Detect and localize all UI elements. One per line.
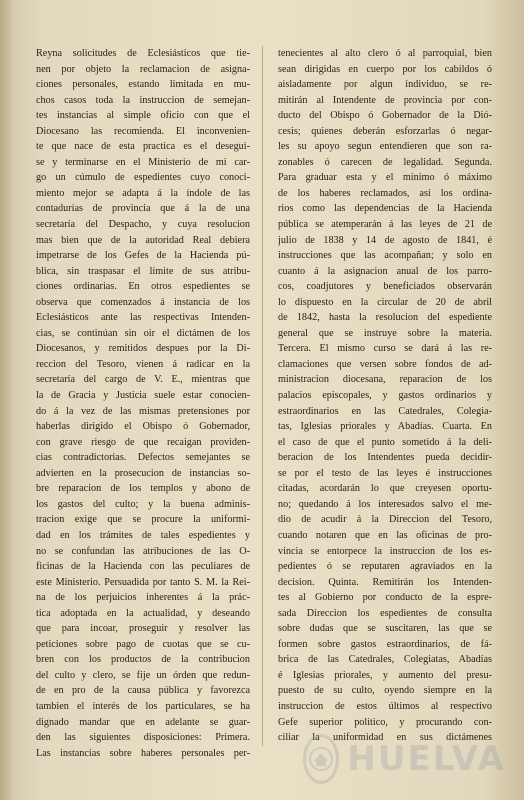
text-line: les su apoyo segun entendieren que son ra- [278,141,492,153]
text-line: beracion de los Intendentes pueda decidir- [278,452,492,464]
text-line: tas, Iglesias priorales y Abadías. Cuarta. En [278,421,492,433]
text-line: de en pro de la causa pública y favorezca [36,685,250,697]
text-line: ciones personales, estando limitada en mu- [36,79,250,91]
text-line: é Iglesias priorales, y aumento del presu- [278,669,492,681]
text-line: ministracion diocesana, reparacion de los [278,374,492,386]
text-line: del culto y clero, se fije un órden que redun- [36,669,250,681]
text-line: dignado mandar que en adelante se guar- [36,716,250,728]
text-line: cias, se continúan sin oir el dictámen de los [36,327,250,339]
text-line: tambien el interés de los particulares, se ha [36,700,250,712]
text-line: clamaciones que versen sobre fondos de ad- [278,358,492,370]
text-line: no se confundan las atribuciones de las O- [36,545,250,557]
text-line: reccion del Tesoro, vienen á radicar en la [36,358,250,370]
text-line: ciones ordinarias. En otros espedientes se [36,281,250,293]
page-edge-shadow [0,0,14,800]
text-line: te que nace de esta practica es el desegui- [36,141,250,153]
text-line: chos casos toda la instruccion de semejan- [36,94,250,106]
text-line: haberlas dirigido el Obispo ó Gobernador, [36,421,250,433]
text-line: este Ministerio. Persuadida por tanto S. M. la Rei- [36,576,250,588]
text-line: contadurías de provincia que á la de una [36,203,250,215]
text-line: cesis; quienes deberán esforzarlas ó negar- [278,125,492,137]
text-line: lo dispuesto en la circular de 20 de abril [278,296,492,308]
text-line: rios como las dependencias de la Hacienda [278,203,492,215]
text-line: Tercera. El mismo curso se dará á las re- [278,343,492,355]
text-line: aisladamente por algun individuo, se re- [278,79,492,91]
text-line: do á la vez de las mismas pretensiones por [36,405,250,417]
text-line: decision. Quinta. Remitirán los Intenden- [278,576,492,588]
text-line: Reyna solicitudes de Eclesiásticos que tie- [36,48,250,59]
text-line: la de Gracia y Justicia suele estar conocien- [36,390,250,402]
text-line: Diocesano las recomienda. El inconvenien- [36,125,250,137]
text-line: cos, coadjutores y beneficiados observarán [278,281,492,293]
text-line: tes instancias al simple oficio con que el [36,110,250,122]
left-text-column [36,46,250,761]
text-line: julio de 1838 y 14 de agosto de 1841, é [278,234,492,246]
text-line: formen sobre gastos estraordinarios, de fá- [278,638,492,650]
text-line: se y terminarse en el Ministerio de mi car- [36,156,250,168]
text-line: tes al Gobierno por conducto de la espre- [278,592,492,604]
text-line: los gastos del culto; y la buena adminis- [36,498,250,510]
text-line: brica de las Catedrales, Colegiatas, Abadías [278,654,492,666]
right-text-column [278,46,492,746]
text-line: se por el testo de las leyes é instrucciones [278,467,492,479]
text-line: dio de acudir á la Direccion del Tesoro, [278,514,492,526]
watermark-text: HUELVA [347,739,506,779]
text-line: ficinas de la Hacienda con las peculiares de [36,561,250,573]
text-line: general que se instruye sobre la materia. [278,327,492,339]
text-line: peticiones sobre pago de cuotas que se cu- [36,638,250,650]
text-line: sada Direccion los espedientes de consulta [278,607,492,619]
text-line: estraordinarios en las Catedrales, Colegia- [278,405,492,417]
text-line: miento mejor se adapta á la índole de las [36,187,250,199]
text-line: secretaría del Despacho, y cuya resolucion [36,219,250,231]
text-line: con grave riesgo de que recaigan providen- [36,436,250,448]
text-line: Las instancias sobre haberes personales per- [36,747,250,759]
text-line: cias contradictorias. Defectos semejantes se [36,452,250,464]
text-line: den las siguientes disposiciones: Primera. [36,732,250,744]
text-line: el caso de que el punto sometido á la deli- [278,436,492,448]
text-line: instruccion de estos últimos al respectivo [278,700,492,712]
text-line: no; quedando á los interesados salvo el me- [278,498,492,510]
text-line: na de los perjuicios inherentes á la prác- [36,592,250,604]
text-line: advierten en la prosecucion de instancias so- [36,467,250,479]
text-line: ducto del Obispo ó Gobernador de la Dió- [278,110,492,122]
text-line: tica adoptada en la actualidad, y deseando [36,607,250,619]
text-line: de los haberes reclamados, así los ordina- [278,187,492,199]
text-line: tracion exige que se procure la uniformi- [36,514,250,526]
text-line: pedientes ó se reputaren agraviados en la [278,561,492,573]
text-line: cuanto á la asignacion anual de los parro- [278,265,492,277]
text-line: mitirán al Intendente de provincia por con- [278,94,492,106]
text-line: nen por objeto la reclamacion de asigna- [36,63,250,75]
text-line: Gefe superior político, y procurando con- [278,716,492,728]
text-line: zonables ó carecen de legalidad. Segunda. [278,156,492,168]
text-line: secretaría del cargo de V. E., mientras que [36,374,250,386]
text-line: Para graduar esta y el mínimo ó máximo [278,172,492,184]
text-line: mas bien que de la autoridad Real debiera [36,234,250,246]
text-line: cuando notaren que en las oficinas de pro- [278,529,492,541]
text-line: bren con los productos de la contribucion [36,654,250,666]
text-line: Diocesanos, y remitidos despues por la Di- [36,343,250,355]
text-line: impetrarse de los Gefes de la Hacienda pú- [36,250,250,262]
column-divider [262,46,263,746]
text-line: palacios episcopales, y gastos ordinarios y [278,390,492,402]
text-line: vincia se entorpece la instruccion de los es- [278,545,492,557]
text-line: tenecientes al alto clero ó al parroquial, bien [278,48,492,59]
text-line: go un cúmulo de espedientes cuyo conoci- [36,172,250,184]
text-line: de 1842, hasta la resolucion del espediente [278,312,492,324]
text-line: blica, sin traspasar el límite de sus atribu- [36,265,250,277]
text-line: ciliar la uniformidad en sus dictámenes [278,732,492,744]
text-line: que para incoar, proseguir y resolver las [36,623,250,635]
text-line: dad en los trámites de tales espedientes y [36,529,250,541]
text-line: bre reparacion de los templos y abono de [36,483,250,495]
text-line: sean dirigidas en cuerpo por los cabildos ó [278,63,492,75]
text-line: instrucciones que las acompañan; y solo en [278,250,492,262]
text-line: Eclesiásticos ante las respectivas Intenden- [36,312,250,324]
text-line: sobre dudas que se suscitaren, las que se [278,623,492,635]
text-line: puesto de su culto, oyendo siempre en la [278,685,492,697]
text-line: citadas, acordarán lo que creyesen oportu- [278,483,492,495]
text-line: observa que comenzados á instancia de los [36,296,250,308]
text-line: pública se atemperarán á las leyes de 21 de [278,219,492,231]
